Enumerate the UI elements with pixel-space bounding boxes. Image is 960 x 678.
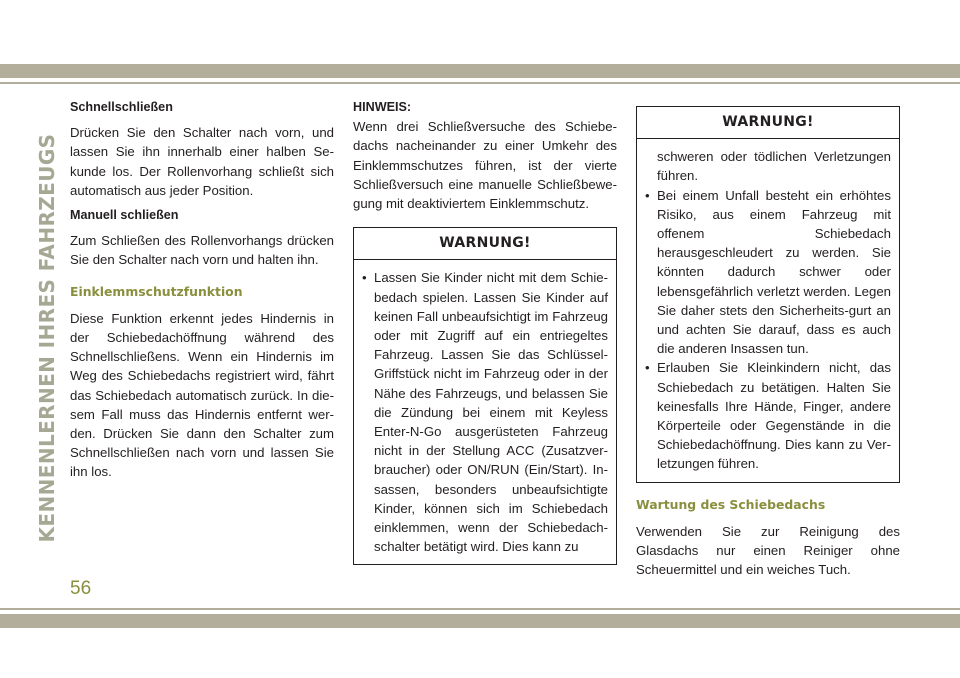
paragraph-manuell-schliessen: Zum Schließen des Rollenvorhangs drücken Sie den Schalter nach vorn und halten ihn. [70,233,334,268]
warning-bullet [645,186,891,359]
top-rule [0,82,960,84]
warning-bullet-text: Lassen Sie Kinder nicht mit dem Schie-bedach spielen. Lassen Sie Kinder auf keinen Fall unbeaufsichtigt im Fahrzeug oder mit Zugriff auf ein entriegeltes Fahrzeug. Lassen Sie das Schlüssel-Griffstück nicht im Fahrzeug oder in der Nähe des Fahrzeugs, und belassen Sie die Zündung bei einem mit Keyless Enter-N-Go ausgerüsteten Fahrzeug nicht in der Stellung ACC (Zusatzver-braucher) oder ON/RUN (Ein/Start). In-sassen, besonders unbeaufsichtigte Kinder, können sich im Schiebedach einklemmen, wenn der Schiebedach-schalter betätigt wird. Dies kann zu [374,270,608,555]
warning-title: WARNUNG! [354,228,616,260]
paragraph-schnellschliessen: Drücken Sie den Schalter nach vorn, und lassen Sie ihn innerhalb einer halben Se-kunde los. Der Rollenvorhang schließt sich automatisch aus jeder Position. [70,125,334,198]
warning-body [354,260,616,564]
bullet-mark: • [362,270,367,286]
bottom-decor-band [0,614,960,628]
column-3 [636,98,900,585]
warning-bullet-text: Erlauben Sie Kleinkindern nicht, das Schiebedach zu betätigen. Halten Sie keinesfalls Ihre Hände, Finger, andere Körperteile oder Gegenstände in die Schiebedachöffnung. Dies kann zu Ver-letzungen führen. [657,360,891,472]
warning-box-2 [636,106,900,483]
section-heading-einklemmschutz: Einklemmschutzfunktion [70,283,243,299]
heading-schnellschliessen: Schnellschließen [70,100,173,114]
warning-box-1 [353,227,617,565]
note-label: HINWEIS: [353,100,412,114]
paragraph-einklemmschutz: Diese Funktion erkennt jedes Hindernis in der Schiebedachöffnung während des Schnellschließens. Wenn ein Hindernis im Weg des Schiebedachs registriert wird, fährt das Schiebedach automatisch zurück. In die-sem Fall muss das Hindernis entfernt wer-den. Drücken Sie dann den Schalter zum Schnellschließen nach vorn und lassen Sie ihn los. [70,310,334,480]
bullet-mark: • [645,187,650,203]
warning-title: WARNUNG! [637,107,899,139]
column-1 [70,98,334,488]
warning-body [637,139,899,481]
heading-manuell-schliessen: Manuell schließen [70,208,179,223]
warning-bullet [362,268,608,556]
warning-bullet [645,358,891,473]
warning-continuation-text: schweren oder tödlichen Verletzungen führen. [657,149,891,184]
top-decor-band [0,64,960,78]
note-text: Wenn drei Schließversuche des Schiebe-dachs nacheinander zu einer Umkehr des Einklemmschutzes führen, ist der vierte Schließversuch eine manuelle Schließbewe-gung mit deaktiviertem Einklemmschutz. [353,119,617,212]
page-number: 56 [70,578,92,599]
warning-bullet-text: Bei einem Unfall besteht ein erhöhtes Risiko, aus einem Fahrzeug mit offenem Schiebedach herausgeschleudert zu werden. Sie könnten dadurch schwer oder lebensgefährlich verletzt werden. Legen Sie daher stets den Sicherheits-gurt an und achten Sie darauf, dass es auch die anderen Insassen tun. [657,187,891,357]
bullet-mark: • [645,360,650,376]
column-2 [353,98,617,565]
chapter-side-title: KENNENLERNEN IHRES FAHRZEUGS [35,133,59,543]
bottom-rule [0,608,960,610]
section-heading-wartung: Wartung des Schiebedachs [636,496,826,512]
paragraph-wartung: Verwenden Sie zur Reinigung des Glasdachs nur einen Reiniger ohne Scheuermittel und ein weiches Tuch. [636,523,900,578]
